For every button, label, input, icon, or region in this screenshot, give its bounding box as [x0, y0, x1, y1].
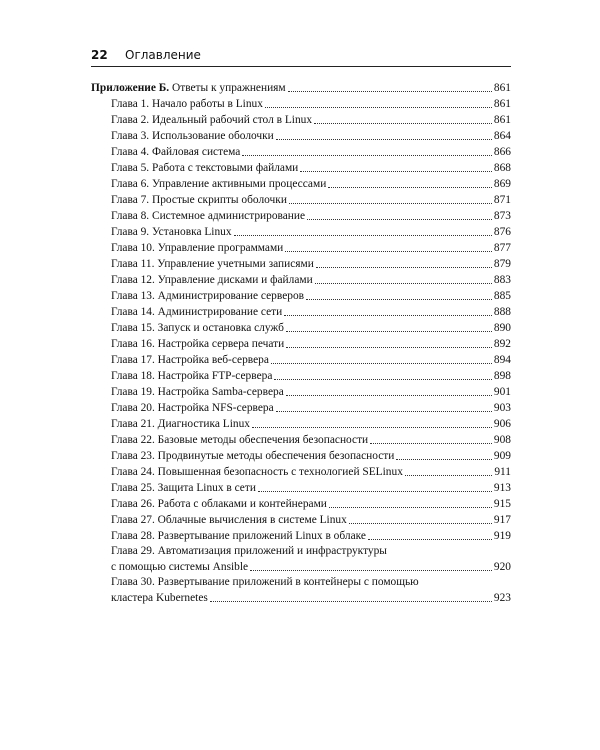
toc-page-number: 913: [493, 482, 511, 494]
leader-dots: [315, 283, 492, 284]
toc-entry[interactable]: [91, 400, 511, 416]
toc-entry-label: Глава 21. Диагностика Linux: [111, 418, 250, 430]
toc-entry-label: Глава 12. Управление дисками и файлами: [111, 274, 313, 286]
table-of-contents: [91, 80, 511, 606]
leader-dots: [286, 331, 492, 332]
toc-page-number: 861: [493, 114, 511, 126]
leader-dots: [307, 219, 492, 220]
leader-dots: [396, 459, 492, 460]
toc-entry[interactable]: [91, 464, 511, 480]
toc-entry-label-line1: Глава 29. Автоматизация приложений и инфраструктуры: [111, 545, 387, 557]
toc-entry-label: Глава 24. Повышенная безопасность с технологией SELinux: [111, 466, 403, 478]
toc-entry-label: Глава 4. Файловая система: [111, 146, 241, 158]
leader-dots: [306, 299, 492, 300]
leader-dots: [210, 601, 492, 602]
toc-entry-label: Глава 19. Настройка Samba-сервера: [111, 386, 284, 398]
page-number: 22: [91, 48, 108, 62]
toc-page-number: 911: [494, 466, 511, 478]
toc-page-number: 890: [493, 322, 511, 334]
toc-page-number: 915: [493, 498, 511, 510]
toc-page-number: 869: [493, 178, 511, 190]
toc-page-number: 908: [493, 434, 511, 446]
toc-page-number: 917: [493, 514, 511, 526]
toc-page-number: 898: [493, 370, 511, 382]
toc-entry-label: Глава 15. Запуск и остановка служб: [111, 322, 284, 334]
toc-page-number: 864: [493, 130, 511, 142]
toc-entry-label: Глава 22. Базовые методы обеспечения безопасности: [111, 434, 369, 446]
toc-entry[interactable]: [91, 96, 511, 112]
toc-page-number: 919: [493, 530, 511, 542]
toc-page-number: 876: [493, 226, 511, 238]
toc-entry[interactable]: [91, 336, 511, 352]
toc-page-number: 873: [493, 210, 511, 222]
leader-dots: [285, 251, 492, 252]
leader-dots: [252, 427, 492, 428]
toc-entry-multiline[interactable]: [91, 544, 511, 575]
toc-entry-label: Глава 14. Администрирование сети: [111, 306, 283, 318]
toc-page-number: 883: [493, 274, 511, 286]
toc-entry-label: Глава 18. Настройка FTP-сервера: [111, 370, 273, 382]
leader-dots: [284, 315, 492, 316]
leader-dots: [258, 491, 492, 492]
toc-entry[interactable]: [91, 448, 511, 464]
leader-dots: [289, 203, 492, 204]
toc-entry-label: Глава 16. Настройка сервера печати: [111, 338, 285, 350]
leader-dots: [276, 139, 492, 140]
toc-entry-line2: [111, 591, 511, 607]
toc-page-number: 871: [493, 194, 511, 206]
toc-entry-label: Глава 13. Администрирование серверов: [111, 290, 305, 302]
toc-page-number: 861: [493, 82, 511, 94]
toc-entry[interactable]: [91, 304, 511, 320]
leader-dots: [286, 395, 492, 396]
leader-dots: [314, 123, 492, 124]
toc-page-number: 909: [493, 450, 511, 462]
leader-dots: [234, 235, 492, 236]
toc-entry[interactable]: [91, 432, 511, 448]
toc-entry-label: Глава 11. Управление учетными записями: [111, 258, 314, 270]
toc-entry[interactable]: [91, 496, 511, 512]
toc-entry[interactable]: [91, 192, 511, 208]
leader-dots: [286, 347, 492, 348]
toc-page-number: 923: [493, 591, 511, 604]
toc-page-number: 868: [493, 162, 511, 174]
toc-entry[interactable]: [91, 224, 511, 240]
toc-entry-multiline[interactable]: [91, 575, 511, 606]
toc-entry-label-line1: Глава 30. Развертывание приложений в контейнеры с помощью: [111, 576, 419, 588]
toc-entry-label: Глава 28. Развертывание приложений Linux в облаке: [111, 530, 366, 542]
toc-entry-label-line2: кластера Kubernetes: [111, 591, 208, 604]
toc-entry-label: Глава 2. Идеальный рабочий стол в Linux: [111, 114, 313, 126]
appendix-label-rest: Ответы к упражнениям: [169, 82, 286, 94]
leader-dots: [328, 187, 492, 188]
leader-dots: [329, 507, 492, 508]
toc-entry[interactable]: [91, 384, 511, 400]
toc-entry[interactable]: [91, 160, 511, 176]
toc-entry-label-line2: с помощью системы Ansible: [111, 560, 249, 573]
toc-entry-label: Глава 7. Простые скрипты оболочки: [111, 194, 287, 206]
toc-entry-label: Глава 23. Продвинутые методы обеспечения безопасности: [111, 450, 395, 462]
toc-entry[interactable]: [91, 288, 511, 304]
appendix-label-bold: Приложение Б.: [91, 82, 170, 94]
header-rule: [91, 66, 511, 67]
toc-page-number: 888: [493, 306, 511, 318]
leader-dots: [370, 443, 492, 444]
toc-entry-label: Глава 20. Настройка NFS-сервера: [111, 402, 274, 414]
toc-entry-label: Глава 26. Работа с облаками и контейнерами: [111, 498, 327, 510]
leader-dots: [316, 267, 492, 268]
running-header: [91, 48, 511, 68]
toc-entry[interactable]: [91, 320, 511, 336]
toc-entry[interactable]: [91, 176, 511, 192]
leader-dots: [276, 411, 492, 412]
leader-dots: [405, 475, 492, 476]
toc-entry[interactable]: [91, 416, 511, 432]
toc-entry[interactable]: [91, 208, 511, 224]
toc-entry-label: Глава 6. Управление активными процессами: [111, 178, 327, 190]
chapter-entries: [91, 96, 511, 544]
toc-entry[interactable]: [91, 272, 511, 288]
toc-page-number: 866: [493, 146, 511, 158]
leader-dots: [349, 523, 492, 524]
toc-entry[interactable]: [91, 528, 511, 544]
toc-entry[interactable]: [91, 480, 511, 496]
leader-dots: [300, 171, 492, 172]
toc-page-number: 894: [493, 354, 511, 366]
toc-page-number: 906: [493, 418, 511, 430]
toc-page-number: 877: [493, 242, 511, 254]
toc-page-number: 920: [493, 560, 511, 573]
leader-dots: [242, 155, 492, 156]
toc-page-number: 903: [493, 402, 511, 414]
toc-entry-label: Глава 10. Управление программами: [111, 242, 284, 254]
toc-page-number: 885: [493, 290, 511, 302]
leader-dots: [271, 363, 492, 364]
toc-entry-label: Глава 1. Начало работы в Linux: [111, 98, 263, 110]
leader-dots: [274, 379, 492, 380]
leader-dots: [368, 539, 492, 540]
header-title: Оглавление: [125, 48, 201, 62]
toc-entry-label: Глава 25. Защита Linux в сети: [111, 482, 256, 494]
toc-page-number: 892: [493, 338, 511, 350]
toc-entry-label: Глава 8. Системное администрирование: [111, 210, 306, 222]
toc-entry[interactable]: [91, 128, 511, 144]
toc-entry[interactable]: [91, 512, 511, 528]
toc-entry-label: Глава 9. Установка Linux: [111, 226, 232, 238]
toc-entry[interactable]: [91, 240, 511, 256]
toc-entry-label: Глава 3. Использование оболочки: [111, 130, 274, 142]
leader-dots: [288, 91, 492, 92]
toc-entry[interactable]: [91, 256, 511, 272]
toc-entry[interactable]: [91, 352, 511, 368]
chapter-multiline-entries: [91, 544, 511, 606]
toc-page-number: 901: [493, 386, 511, 398]
toc-entry[interactable]: [91, 112, 511, 128]
leader-dots: [250, 570, 492, 571]
toc-entry-appendix[interactable]: [91, 80, 511, 96]
toc-entry-label: Глава 17. Настройка веб-сервера: [111, 354, 269, 366]
leader-dots: [265, 107, 492, 108]
toc-page-number: 861: [493, 98, 511, 110]
toc-page-number: 879: [493, 258, 511, 270]
toc-entry-label: [91, 80, 286, 96]
toc-entry-label: Глава 27. Облачные вычисления в системе Linux: [111, 514, 347, 526]
toc-entry-label: Глава 5. Работа с текстовыми файлами: [111, 162, 299, 174]
toc-entry[interactable]: [91, 368, 511, 384]
toc-entry-line2: [111, 560, 511, 576]
toc-entry[interactable]: [91, 144, 511, 160]
